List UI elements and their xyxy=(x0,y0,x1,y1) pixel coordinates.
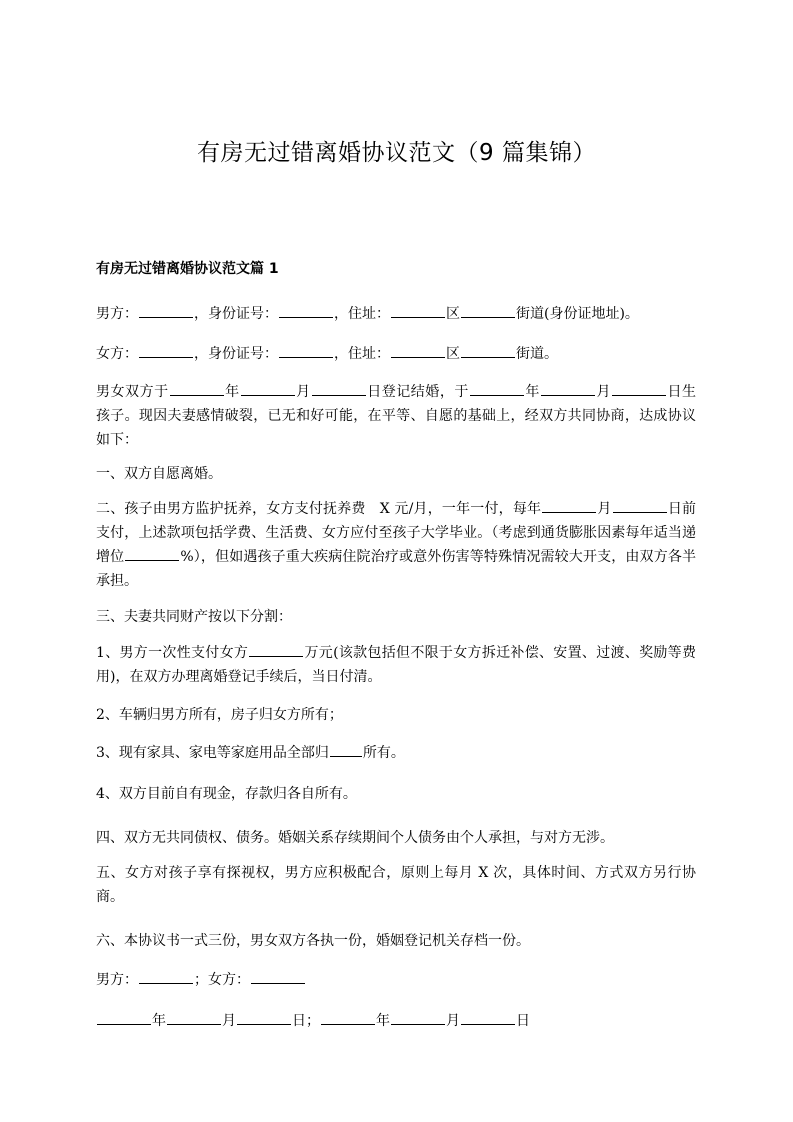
marriage-text-c: 日生孩子。现因夫妻感情破裂，已无和好可能，在平等、自愿的基础上，经双方共同协商，达成协议如下： xyxy=(96,384,697,448)
district-label: 区 xyxy=(446,306,460,322)
day-label: 日 xyxy=(292,1013,306,1029)
section-heading: 有房无过错离婚协议范文篇 1 xyxy=(96,261,279,277)
husband-street-blank xyxy=(461,316,515,318)
marriage-day-blank xyxy=(312,394,366,396)
district-label: 区 xyxy=(446,346,460,362)
marriage-paragraph xyxy=(96,380,696,452)
clause-2-text-c: %），但如遇孩子重大疾病住院治疗或意外伤害等特殊情况需较大开支，由双方各半承担。 xyxy=(96,549,697,589)
clause-2-text-a: 二、孩子由男方监护抚养，女方支付抚养费 X 元/月，一年一付，每年 xyxy=(96,501,542,517)
clause-6: 六、本协议书一式三份，男女双方各执一份，婚姻登记机关存档一份。 xyxy=(96,933,530,949)
husband-name-blank xyxy=(139,316,193,318)
month-label: 月 xyxy=(595,384,611,400)
clause-5: 五、女方对孩子享有探视权，男方应积极配合，原则上每月 X 次，具体时间、方式双方另行协商。 xyxy=(96,865,696,905)
support-day-blank xyxy=(613,511,667,513)
year-label: 年 xyxy=(376,1013,390,1029)
wife-info-line xyxy=(96,342,696,366)
payment-amount-blank xyxy=(249,655,303,657)
wife-street-blank xyxy=(461,356,515,358)
wife-label: 女方： xyxy=(96,346,138,362)
wife-signature-blank xyxy=(251,982,305,984)
birth-year-blank xyxy=(470,394,524,396)
wife-district-blank xyxy=(391,356,445,358)
husband-date-year-blank xyxy=(97,1023,151,1025)
clause-4: 四、双方无共同债权、债务。婚姻关系存续期间个人债务由个人承担，与对方无涉。 xyxy=(96,830,614,846)
birth-month-blank xyxy=(541,394,595,396)
address-label: ，住址： xyxy=(334,346,390,362)
marriage-year-blank xyxy=(170,394,224,396)
wife-sign-label: 女方： xyxy=(208,972,250,988)
increase-rate-blank xyxy=(125,559,179,561)
street-id-label: 街道(身份证地址)。 xyxy=(516,306,639,322)
month-label: 月 xyxy=(597,501,612,517)
signature-separator: ； xyxy=(194,972,208,988)
husband-label: 男方： xyxy=(96,306,138,322)
signature-line xyxy=(96,968,696,992)
clause-3-3 xyxy=(96,741,696,765)
year-label: 年 xyxy=(152,1013,166,1029)
address-label: ，住址： xyxy=(334,306,390,322)
husband-district-blank xyxy=(391,316,445,318)
husband-info-line xyxy=(96,302,696,326)
clause-3-3-text-a: 3、现有家具、家电等家庭用品全部归 xyxy=(96,745,329,761)
clause-2-text-b: 日前支付，上述款项包括学费、生活费、女方应付至孩子大学毕业。（考虑到通货膨胀因素每年适当递增位 xyxy=(96,501,697,565)
birth-day-blank xyxy=(612,394,666,396)
wife-date-day-blank xyxy=(461,1023,515,1025)
clause-3-4: 4、双方目前自有现金，存款归各自所有。 xyxy=(96,786,357,802)
clause-3-2: 2、车辆归男方所有，房子归女方所有； xyxy=(96,707,343,723)
clause-3-3-text-b: 所有。 xyxy=(362,745,405,761)
wife-id-blank xyxy=(279,356,333,358)
street-label: 街道。 xyxy=(516,346,558,362)
marriage-text-a: 男女双方于 xyxy=(96,384,169,400)
wife-date-year-blank xyxy=(321,1023,375,1025)
husband-date-day-blank xyxy=(237,1023,291,1025)
document-title: 有房无过错离婚协议范文（9 篇集锦） xyxy=(197,140,596,166)
id-label: ，身份证号： xyxy=(194,306,278,322)
husband-sign-label: 男方： xyxy=(96,972,138,988)
month-label: 月 xyxy=(446,1013,460,1029)
year-label: 年 xyxy=(224,384,240,400)
support-month-blank xyxy=(542,511,596,513)
month-label: 月 xyxy=(295,384,311,400)
clause-3-1-text-b: 万元(该款包括但不限于女方拆迁补偿、安置、过渡、奖励等费用)，在双方办理离婚登记手续后，当日付清。 xyxy=(96,645,696,685)
wife-date-month-blank xyxy=(391,1023,445,1025)
date-line xyxy=(96,1009,696,1033)
husband-id-blank xyxy=(279,316,333,318)
husband-signature-blank xyxy=(139,982,193,984)
marriage-month-blank xyxy=(241,394,295,396)
id-label: ，身份证号： xyxy=(194,346,278,362)
clause-3-1 xyxy=(96,641,696,689)
clause-3: 三、夫妻共同财产按以下分割： xyxy=(96,609,292,625)
clause-1: 一、双方自愿离婚。 xyxy=(96,466,222,482)
husband-date-month-blank xyxy=(167,1023,221,1025)
clause-2 xyxy=(96,497,696,593)
month-label: 月 xyxy=(222,1013,236,1029)
furniture-owner-blank xyxy=(330,755,362,757)
marriage-text-b: 日登记结婚，于 xyxy=(366,384,469,400)
day-label: 日 xyxy=(516,1013,530,1029)
year-label: 年 xyxy=(524,384,540,400)
date-separator: ； xyxy=(306,1013,320,1029)
clause-3-1-text-a: 1、男方一次性支付女方 xyxy=(96,645,249,661)
wife-name-blank xyxy=(139,356,193,358)
